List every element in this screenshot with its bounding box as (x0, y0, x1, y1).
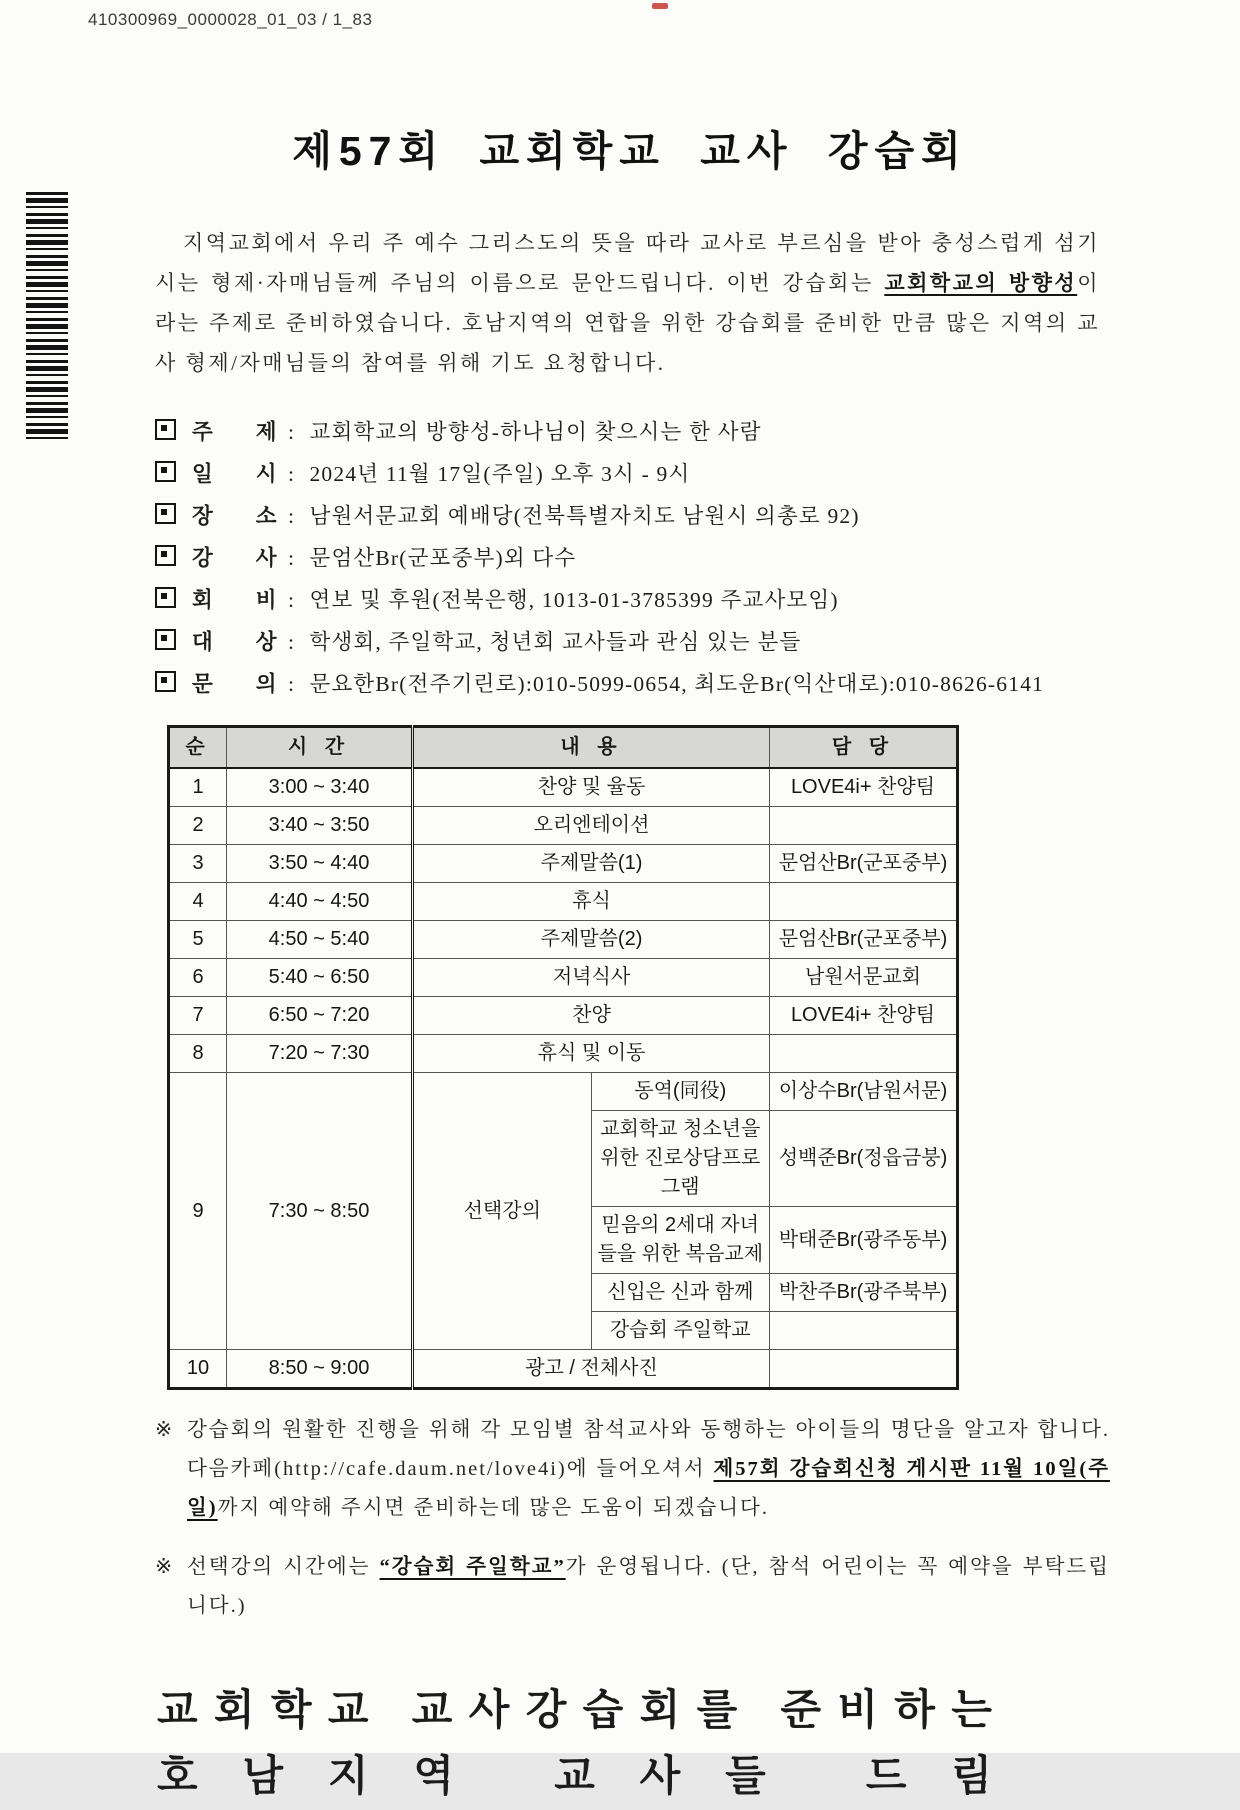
document-content (155, 118, 1110, 1810)
table-row (169, 997, 958, 1035)
scan-id-text: 410300969_0000028_01_03 / 1_83 (88, 10, 373, 29)
square-bullet-icon (155, 503, 176, 524)
cell-time: 7:20 ~ 7:30 (227, 1035, 413, 1073)
cell-time: 6:50 ~ 7:20 (227, 997, 413, 1035)
note-text: 까지 예약해 주시면 준비하는데 많은 도움이 되겠습니다. (217, 1496, 769, 1519)
info-label: 대 상 (192, 630, 278, 654)
schedule-table-head (169, 727, 958, 769)
note-text: 선택강의 시간에는 (187, 1556, 380, 1578)
cell-lead: 박태준Br(광주동부) (770, 1207, 958, 1274)
table-row-elective (169, 1073, 958, 1111)
cell-content: 찬양 (413, 997, 770, 1035)
table-row (169, 883, 958, 921)
cell-lead: 박찬주Br(광주북부) (770, 1274, 958, 1312)
info-value: 교회학교의 방향성-하나님이 찾으시는 한 사람 (309, 420, 762, 444)
footnote-sunday-school (155, 1548, 1110, 1626)
footnotes (155, 1411, 1110, 1627)
cell-content: 오리엔테이션 (413, 807, 770, 845)
intro-paragraph (155, 223, 1100, 383)
note-emphasis: 제57회 강습회신청 게시판 11월 10일(주일) (187, 1457, 1110, 1519)
intro-text-1: 지역교회에서 우리 주 예수 그리스도의 뜻을 따라 교사로 부르심을 받아 충성스럽게 섬기시는 형제·자매님들께 주님의 이름으로 문안드립니다. 이번 강습회는 (155, 231, 1100, 295)
table-row (169, 921, 958, 959)
table-row (169, 1035, 958, 1073)
intro-text-2: 이라는 주제로 준비하였습니다. 호남지역의 연합을 위한 강습회를 준비한 만큼 많은 지역의 교사 형제/자매님들의 참여를 위해 기도 요청합니다. (155, 271, 1100, 375)
info-colon: : (288, 504, 296, 528)
cell-time: 4:40 ~ 4:50 (227, 883, 413, 921)
cell-time: 3:50 ~ 4:40 (227, 845, 413, 883)
square-bullet-icon (155, 587, 176, 608)
cell-no: 2 (169, 807, 227, 845)
square-bullet-icon (155, 461, 176, 482)
cell-content: 휴식 (413, 883, 770, 921)
info-row-topic (155, 411, 1105, 453)
table-row (169, 807, 958, 845)
scan-artifact-mark (652, 3, 668, 9)
cell-content: 찬양 및 율동 (413, 768, 770, 807)
header-lead: 담 당 (770, 727, 958, 769)
intro-emphasis: 교회학교의 방향성 (884, 271, 1078, 295)
info-row-place (155, 495, 1105, 537)
table-row (169, 768, 958, 807)
schedule-table (167, 725, 959, 1390)
cell-no: 10 (169, 1350, 227, 1389)
header-time: 시 간 (227, 727, 413, 769)
info-label: 일 시 (192, 462, 278, 486)
cell-no: 7 (169, 997, 227, 1035)
info-label: 장 소 (192, 504, 278, 528)
cell-time: 4:50 ~ 5:40 (227, 921, 413, 959)
square-bullet-icon (155, 671, 176, 692)
header-content: 내 용 (413, 727, 770, 769)
info-row-audience (155, 621, 1105, 663)
cell-time: 5:40 ~ 6:50 (227, 959, 413, 997)
cell-content: 광고 / 전체사진 (413, 1350, 770, 1389)
info-value: 학생회, 주일학교, 청년회 교사들과 관심 있는 분들 (309, 630, 802, 654)
note-emphasis: “강습회 주일학교” (379, 1556, 566, 1578)
table-row (169, 959, 958, 997)
cell-lead: LOVE4i+ 찬양팀 (770, 768, 958, 807)
info-value: 남원서문교회 예배당(전북특별자치도 남원시 의총로 92) (309, 504, 860, 528)
cell-time: 7:30 ~ 8:50 (227, 1073, 413, 1350)
schedule-table-body (169, 768, 958, 1389)
reference-mark-icon: ※ (155, 1556, 175, 1578)
closing-line-1: 교 회 학 교 교 사 강 습 회 를 준 비 하 는 (157, 1688, 992, 1734)
cell-time: 3:40 ~ 3:50 (227, 807, 413, 845)
cell-lead (770, 883, 958, 921)
info-value: 연보 및 후원(전북은행, 1013-01-3785399 주교사모임) (309, 588, 839, 612)
info-label: 회 비 (192, 588, 278, 612)
info-label: 문 의 (192, 672, 278, 696)
cell-lead: 남원서문교회 (770, 959, 958, 997)
square-bullet-icon (155, 419, 176, 440)
cell-lead (770, 807, 958, 845)
info-label: 주 제 (192, 420, 278, 444)
info-colon: : (288, 420, 296, 444)
cell-lead: LOVE4i+ 찬양팀 (770, 997, 958, 1035)
cell-lead (770, 1312, 958, 1350)
cell-content: 주제말씀(2) (413, 921, 770, 959)
info-label: 강 사 (192, 546, 278, 570)
info-colon: : (288, 588, 296, 612)
footnote-reservation (155, 1411, 1110, 1528)
cell-no: 6 (169, 959, 227, 997)
table-header-row (169, 727, 958, 769)
info-row-datetime (155, 453, 1105, 495)
square-bullet-icon (155, 545, 176, 566)
cell-time: 3:00 ~ 3:40 (227, 768, 413, 807)
info-row-speaker (155, 537, 1105, 579)
cell-lead: 문엄산Br(군포중부) (770, 845, 958, 883)
cell-content: 믿음의 2세대 자녀들을 위한 복음교제 (591, 1207, 770, 1274)
cell-no: 4 (169, 883, 227, 921)
info-colon: : (288, 630, 296, 654)
cell-lead: 성백준Br(정읍금붕) (770, 1111, 958, 1207)
info-value: 문요한Br(전주기린로):010-5099-0654, 최도운Br(익산대로):010-8626-6141 (309, 672, 1045, 696)
cell-content: 교회학교 청소년을 위한 진로상담프로그램 (591, 1111, 770, 1207)
square-bullet-icon (155, 629, 176, 650)
cell-no: 5 (169, 921, 227, 959)
info-list (155, 411, 1105, 705)
note-text: 강습회의 원활한 진행을 위해 각 모임별 참석교사와 동행하는 아이들의 명단을 알고자 합니다. 다음카페(http://cafe.daum.net/love4i)에 들어오셔서 (187, 1418, 1110, 1480)
cell-content: 휴식 및 이동 (413, 1035, 770, 1073)
info-row-fee (155, 579, 1105, 621)
cell-content: 강습회 주일학교 (591, 1312, 770, 1350)
cell-content: 신입은 신과 함께 (591, 1274, 770, 1312)
cell-time: 8:50 ~ 9:00 (227, 1350, 413, 1389)
closing-line-2: 호 남 지 역 교 사 들 드 림 (157, 1754, 992, 1800)
table-row (169, 1350, 958, 1389)
cell-no: 3 (169, 845, 227, 883)
note-text: 가 운영됩니다. (단, 참석 어린이는 꼭 예약을 부탁드립니다.) (187, 1556, 1110, 1617)
cell-group-label: 선택강의 (413, 1073, 592, 1350)
closing-signature (157, 1678, 992, 1810)
info-colon: : (288, 672, 296, 696)
cell-no: 1 (169, 768, 227, 807)
cell-content: 저녁식사 (413, 959, 770, 997)
info-colon: : (288, 546, 296, 570)
table-row (169, 845, 958, 883)
cell-lead: 이상수Br(남원서문) (770, 1073, 958, 1111)
cell-no: 9 (169, 1073, 227, 1350)
cell-lead: 문엄산Br(군포중부) (770, 921, 958, 959)
page-title: 제57회 교회학교 교사 강습회 (292, 128, 968, 174)
cell-content: 동역(同役) (591, 1073, 770, 1111)
info-value: 2024년 11월 17일(주일) 오후 3시 - 9시 (309, 462, 691, 486)
header-no: 순 (169, 727, 227, 769)
cell-lead (770, 1035, 958, 1073)
cell-content: 주제말씀(1) (413, 845, 770, 883)
cell-lead (770, 1350, 958, 1389)
info-row-contact (155, 663, 1105, 705)
info-colon: : (288, 462, 296, 486)
reference-mark-icon: ※ (155, 1418, 175, 1441)
cell-no: 8 (169, 1035, 227, 1073)
info-value: 문엄산Br(군포중부)외 다수 (309, 546, 577, 570)
barcode (26, 192, 68, 444)
